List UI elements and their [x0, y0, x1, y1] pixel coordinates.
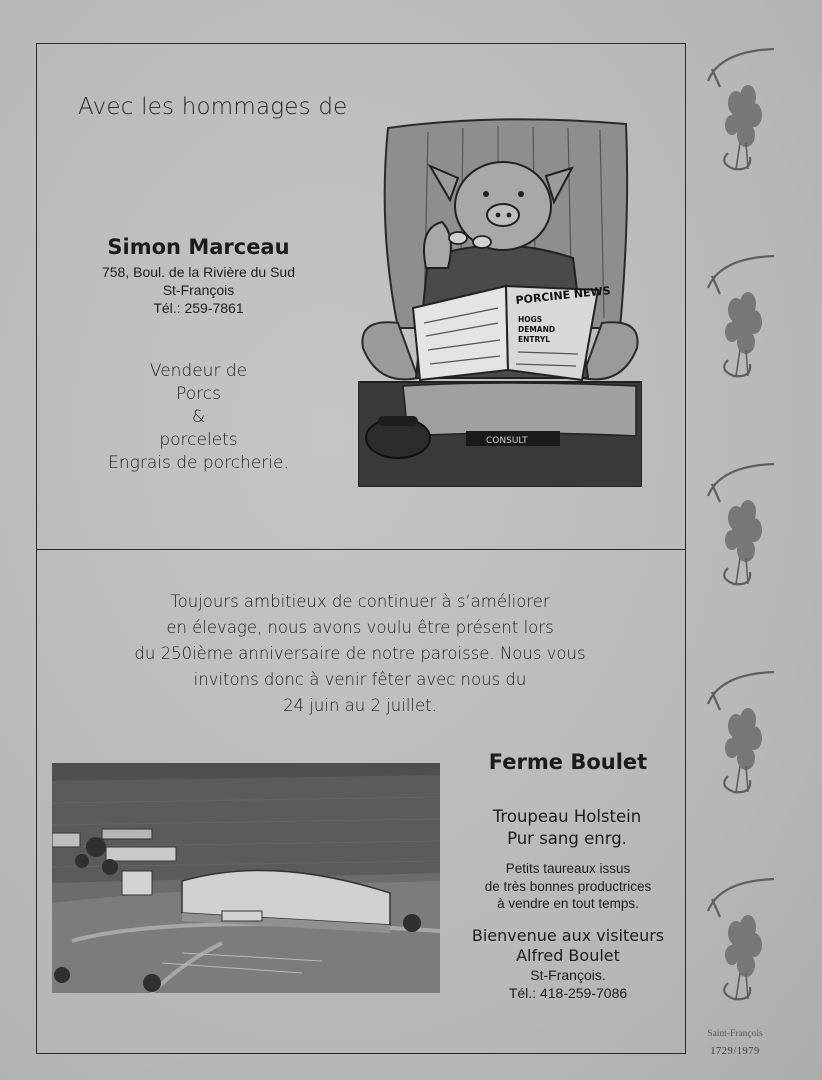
- newspaper-headline: DEMAND: [518, 325, 556, 334]
- phone-line: Tél.: 418-259-7086: [508, 985, 628, 1001]
- farm-aerial-photo: [52, 763, 440, 993]
- pig-reading-newspaper-illustration: [358, 118, 642, 487]
- farm-name: Ferme Boulet: [488, 750, 648, 774]
- herd-line: Troupeau Holstein: [492, 807, 642, 826]
- farm-contact: [468, 966, 668, 1002]
- sickle-and-wheat-sheaf-icon: [700, 875, 780, 1005]
- bulls-line: à vendre en tout temps.: [497, 896, 639, 911]
- service-line: &: [191, 407, 206, 427]
- paragraph-line: du 250ième anniversaire de notre paroisse. Nous vous: [134, 644, 586, 663]
- farm-intro-paragraph: [110, 589, 610, 719]
- bulls-line: Petits taureaux issus: [505, 861, 631, 876]
- service-line: Engrais de porcherie.: [108, 453, 289, 473]
- address-line: St-François: [162, 282, 235, 298]
- newspaper-masthead: PORCINE NEWS: [514, 284, 612, 307]
- service-line: Porcs: [176, 384, 221, 404]
- address-line: 758, Boul. de la Rivière du Sud: [101, 264, 295, 280]
- ad-divider: [36, 549, 686, 550]
- town-line: St-François.: [530, 967, 606, 983]
- paragraph-line: Toujours ambitieux de continuer à s’améliorer: [170, 592, 550, 611]
- herd-line: Pur sang enrg.: [507, 829, 627, 848]
- footer-place: Saint-François: [707, 1029, 763, 1039]
- sickle-and-wheat-sheaf-icon: [700, 460, 780, 590]
- herd-info: [462, 806, 672, 850]
- paragraph-line: invitons donc à venir fêter avec nous du: [193, 670, 527, 689]
- service-line: Vendeur de: [149, 361, 248, 381]
- sickle-and-wheat-sheaf-icon: [700, 668, 780, 798]
- bulls-line: de très bonnes productrices: [484, 878, 652, 894]
- owner-name: Alfred Boulet: [516, 946, 620, 965]
- intro-text: Avec les hommages de: [78, 94, 348, 120]
- paragraph-line: en élevage, nous avons voulu être présent lors: [166, 618, 554, 637]
- advertiser-address: [76, 263, 321, 317]
- newspaper-headline: HOGS: [518, 315, 543, 324]
- phone-line: Tél.: 259-7861: [153, 300, 244, 316]
- sickle-and-wheat-sheaf-icon: [700, 252, 780, 382]
- sickle-and-wheat-sheaf-icon: [700, 45, 780, 175]
- service-line: porcelets: [159, 430, 238, 450]
- paragraph-line: 24 juin au 2 juillet.: [283, 696, 437, 715]
- services-list: [86, 360, 311, 475]
- bulls-for-sale: [448, 860, 688, 913]
- advertiser-name: Simon Marceau: [107, 235, 290, 259]
- desk-plaque: CONSULT: [486, 436, 528, 446]
- footer-years: 1729/1979: [710, 1046, 760, 1057]
- newspaper-headline: ENTRYL: [518, 335, 551, 344]
- welcome-block: [448, 926, 688, 966]
- welcome-line: Bienvenue aux visiteurs: [471, 926, 665, 945]
